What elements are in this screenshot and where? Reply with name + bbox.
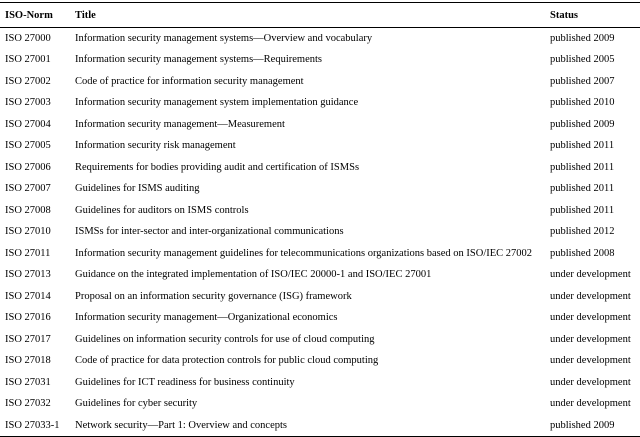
cell-iso-norm: ISO 27002	[5, 75, 51, 87]
cell-status: under development	[550, 333, 631, 345]
cell-iso-norm: ISO 27017	[5, 333, 51, 345]
cell-title: ISMSs for inter-sector and inter-organizational communications	[75, 226, 344, 238]
cell-iso-norm: ISO 27018	[5, 355, 51, 367]
cell-iso-norm: ISO 27011	[5, 247, 51, 259]
table-row	[0, 178, 640, 200]
cell-iso-norm: ISO 27032	[5, 398, 51, 410]
cell-status: published 2008	[550, 247, 615, 259]
cell-status: under development	[550, 269, 631, 281]
cell-title: Guidelines for ICT readiness for business continuity	[75, 376, 295, 388]
header-iso-norm: ISO-Norm	[0, 3, 70, 28]
table-row	[0, 415, 640, 437]
cell-iso-norm: ISO 27033-1	[0, 415, 70, 437]
cell-status: published 2012	[550, 226, 615, 238]
cell-iso-norm: ISO 27016	[5, 312, 51, 324]
cell-iso-norm: ISO 27014	[5, 290, 51, 302]
cell-title: Guidelines for auditors on ISMS controls	[75, 204, 249, 216]
cell-iso-norm: ISO 27031	[5, 376, 51, 388]
table-row	[0, 350, 640, 372]
cell-title: Guidelines on information security controls for use of cloud computing	[75, 333, 375, 345]
header-status: Status	[550, 3, 640, 28]
cell-iso-norm: ISO 27007	[5, 183, 51, 195]
cell-status: under development	[550, 355, 631, 367]
cell-status: published 2009	[550, 415, 640, 437]
cell-title: Requirements for bodies providing audit and certification of ISMSs	[75, 161, 360, 173]
cell-title: Guidelines for cyber security	[75, 398, 198, 410]
header-title: Title	[70, 3, 550, 28]
cell-iso-norm: ISO 27010	[5, 226, 51, 238]
table-row	[0, 221, 640, 243]
cell-status: under development	[550, 290, 631, 302]
cell-title: Information security management system implementation guidance	[75, 97, 359, 109]
table-row	[0, 286, 640, 308]
cell-status: published 2011	[550, 161, 615, 173]
table-row	[0, 329, 640, 351]
cell-title: Code of practice for information security management	[75, 75, 304, 87]
table-row	[0, 307, 640, 329]
cell-iso-norm: ISO 27001	[5, 54, 51, 66]
table-row	[0, 71, 640, 93]
cell-iso-norm: ISO 27000	[5, 33, 51, 44]
table-row	[0, 49, 640, 71]
table-row	[0, 92, 640, 114]
table-header-row	[0, 3, 640, 28]
table-body	[0, 28, 640, 437]
table-row	[0, 114, 640, 136]
table-row	[0, 200, 640, 222]
cell-iso-norm: ISO 27004	[5, 118, 51, 130]
table-row	[0, 135, 640, 157]
cell-title: Information security management systems—Overview and vocabulary	[75, 33, 373, 44]
cell-iso-norm: ISO 27013	[5, 269, 51, 281]
cell-title: Information security risk management	[75, 140, 236, 152]
cell-iso-norm: ISO 27005	[5, 140, 51, 152]
table-row	[0, 372, 640, 394]
cell-status: published 2010	[550, 97, 615, 109]
cell-status: published 2011	[550, 183, 615, 195]
cell-status: published 2009	[550, 118, 615, 130]
cell-status: published 2009	[550, 33, 615, 44]
table-row	[0, 243, 640, 265]
cell-title: Information security management guidelines for telecommunications organizations based on ISO/IEC 27002	[75, 247, 533, 259]
table-row	[0, 393, 640, 415]
cell-status: published 2005	[550, 54, 615, 66]
cell-iso-norm: ISO 27008	[5, 204, 51, 216]
table-row	[0, 157, 640, 179]
cell-iso-norm: ISO 27006	[5, 161, 51, 173]
cell-status: under development	[550, 398, 631, 410]
cell-status: under development	[550, 312, 631, 324]
cell-title: Proposal on an information security governance (ISG) framework	[75, 290, 352, 302]
cell-status: published 2007	[550, 75, 615, 87]
cell-title: Guidance on the integrated implementation of ISO/IEC 20000-1 and ISO/IEC 27001	[75, 269, 432, 281]
iso-standards-table	[0, 2, 640, 437]
cell-title: Information security management—Measurement	[75, 118, 285, 130]
cell-title: Guidelines for ISMS auditing	[75, 183, 200, 195]
table-row	[0, 28, 640, 50]
cell-title: Code of practice for data protection controls for public cloud computing	[75, 355, 379, 367]
cell-iso-norm: ISO 27003	[5, 97, 51, 109]
table-row	[0, 264, 640, 286]
cell-status: published 2011	[550, 204, 615, 216]
cell-status: under development	[550, 376, 631, 388]
cell-title: Information security management—Organizational economics	[75, 312, 338, 324]
cell-status: published 2011	[550, 140, 615, 152]
cell-title: Information security management systems—Requirements	[75, 54, 322, 66]
cell-title: Network security—Part 1: Overview and concepts	[70, 415, 550, 437]
